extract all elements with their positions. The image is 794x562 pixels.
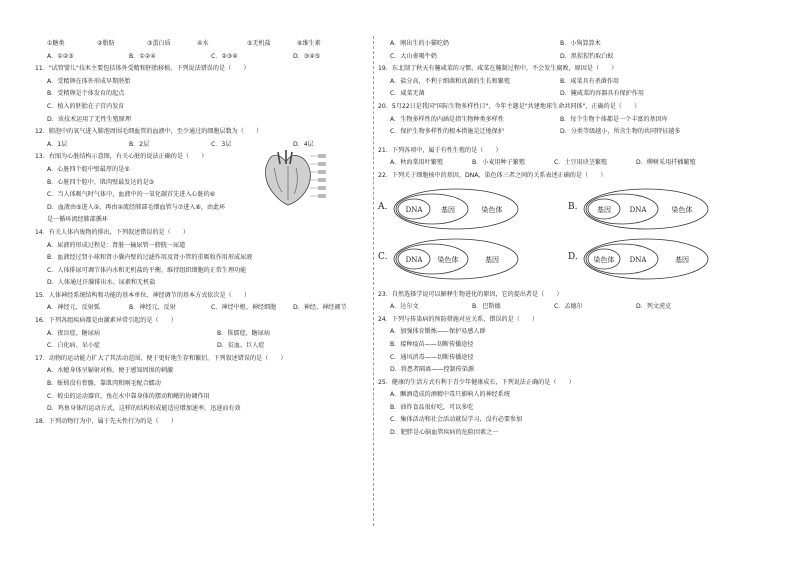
question-stem: 23．自然选择学说可以解释生物进化的原因，它的提出者是（ ） — [378, 290, 563, 298]
answer-option: C．蝗虫的运动器官，鱼在水中靠身体的摆动和鳍的协调作用 — [47, 392, 210, 400]
answer-option: B．心脏四个腔中，肌肉壁最发达的是③ — [47, 178, 155, 186]
answer-option: B．油炸食品很好吃，可以多吃 — [390, 403, 474, 411]
question-stem: 25．健康的生活方式有利于青少年健康成长，下列说法正确的是（ ） — [378, 378, 575, 386]
venn-letter-a: A. — [378, 201, 388, 212]
answer-option: B．2层 — [129, 140, 150, 148]
answer-option: A．1层 — [47, 140, 68, 148]
venn-label-mid: DNA — [629, 255, 647, 264]
venn-label-inner: DNA — [405, 205, 423, 214]
venn-letter-c: C. — [378, 251, 388, 262]
question-stem: 12．肺泡中的氧气进入肺泡周围毛细血管的血液中，至少通过的细胞层数为（ ） — [35, 128, 263, 136]
left-column — [35, 40, 380, 430]
question-stem: 13．右图为心脏结构示意图，有关心脏的说法正确的是（ ） — [35, 153, 208, 161]
answer-option: C．咸菜无菌 — [390, 90, 425, 98]
answer-option: A．①②③ — [47, 52, 74, 60]
answer-option: D．血液由⑤进入②，再由②流经肺部毛细血管与⑦进入⑧，由此环 — [47, 203, 226, 211]
venn-diagram-b — [582, 187, 710, 231]
question-stem: 19．东北制了秋天有腌咸菜的习惯，咸菜在腌制过程中，不会发生腐败，原因是（ ） — [378, 65, 618, 73]
answer-option-row — [378, 303, 723, 316]
answer-option: A．加强体育锻炼——保护易感人群 — [390, 328, 486, 336]
answer-option: D．黑猩猩钓取白蚁 — [560, 52, 614, 60]
venn-label-inner: 基因 — [597, 205, 611, 214]
venn-label-mid: DNA — [629, 205, 647, 214]
venn-row — [378, 235, 723, 285]
answer-option: D．肥胖是心脑血管疾病的危险因素之一 — [390, 429, 499, 437]
answer-option: C．植入的胚胎在子宫内发育 — [47, 102, 125, 110]
answer-option-row — [378, 128, 723, 141]
venn-label-inner: DNA — [405, 255, 423, 264]
answer-option: ④水 — [197, 40, 209, 47]
answer-option: B．巴斯德 — [472, 303, 501, 311]
answer-option: D．腌咸菜的容器具有保护作用 — [560, 90, 644, 98]
answer-option: C．通风消毒——切断传播途径 — [390, 353, 474, 361]
answer-option: 是一循环流经肺部循环 — [47, 216, 108, 224]
venn-option-d — [568, 235, 728, 285]
answer-option-row — [35, 330, 380, 343]
answer-option-row — [35, 40, 380, 53]
answer-option: C．孟德尔 — [554, 303, 583, 311]
answer-option: D．柳树采用扦插繁殖 — [636, 159, 696, 167]
answer-option-row — [35, 304, 380, 317]
answer-option: C．当人体吸气时气体中，血液中的一氧化碳首先进入心脏的⑥ — [47, 191, 216, 199]
answer-option: C．人体排尿可调节体内水和无机盐的平衡，维持组织细胞的正常生理功能 — [47, 266, 247, 274]
answer-option: A．盐分高，不利于细菌和真菌的生长和繁殖 — [390, 77, 510, 85]
venn-label-outer: 染色体 — [481, 205, 503, 214]
answer-option-row — [378, 53, 723, 66]
answer-option: D．列文虎克 — [636, 303, 672, 311]
answer-option: D．4层 — [293, 140, 314, 148]
answer-option: ①糖类 — [47, 40, 65, 47]
venn-label-outer: 基因 — [675, 255, 689, 264]
answer-option-row — [35, 53, 380, 66]
venn-letter-d: D. — [568, 251, 578, 262]
answer-option: C．土豆用块茎繁殖 — [554, 159, 608, 167]
answer-option: B．咸菜具有杀菌作用 — [560, 77, 620, 85]
answer-option: A．心脏四个腔中壁最厚的是⑤ — [47, 165, 130, 173]
answer-option: D．鸡鱼身体的运动方式，这样的结构形成能适应增加速率，迅速而有效 — [47, 405, 241, 413]
venn-option-c — [378, 235, 538, 285]
answer-option: A．秋海棠用叶繁殖 — [390, 159, 443, 167]
answer-option: ⑤无机盐 — [247, 40, 271, 47]
question-stem: 21．下列各项中，属于有性生殖的是（ ） — [378, 146, 502, 154]
answer-option: D．贫血、巨人症 — [217, 342, 265, 350]
venn-label-outer: 基因 — [485, 255, 499, 264]
venn-option-b — [568, 185, 728, 235]
answer-option: B．血液经过肾小球和肾小囊内壁的过滤作用及肾小管的重吸收作用形成尿液 — [47, 254, 253, 262]
answer-option-row — [378, 78, 723, 91]
answer-option: A．水螅身体呈辐射对称，便于感知周围的刺激 — [47, 367, 174, 375]
answer-option: B．每个生物个体都是一个丰富的基因库 — [560, 115, 668, 123]
question-stem: 18．下列动物行为中，属于先天性行为的是（ ） — [35, 417, 177, 425]
venn-label-mid: 基因 — [441, 205, 455, 214]
answer-option-row — [35, 342, 380, 355]
answer-option: ③蛋白质 — [147, 40, 171, 47]
answer-option: B．蚯蚓没有骨骼，靠肌肉和刚毛配合蠕动 — [47, 380, 161, 388]
answer-option: C．大山雀喝牛奶 — [390, 52, 437, 60]
answer-option: ⑥维生素 — [297, 40, 321, 47]
venn-label-inner: 染色体 — [593, 255, 615, 264]
answer-option: A．受精卵在体外形成早期胚胎 — [47, 77, 131, 85]
question-stem: 22．下列关于细胞核中的基因、DNA、染色体三者之间的关系表述正确的是（ ） — [378, 171, 607, 179]
heart-diagram — [258, 150, 330, 208]
venn-row — [378, 185, 723, 235]
answer-option: B．侏儒症、糖尿病 — [217, 329, 270, 337]
question-stem: 24．下列与传染病的预防措施对应关系，错误的是（ ） — [378, 315, 539, 323]
answer-option: C．神经中枢、神经细胞 — [211, 304, 277, 312]
answer-option: A．酗酒造成的酒精中毒只影响人的神经系统 — [390, 391, 510, 399]
venn-diagram-c — [392, 237, 520, 281]
question-stem: 16．下列各组疾病都是由激素异常引起的是（ ） — [35, 317, 177, 325]
right-column — [378, 40, 723, 442]
venn-option-a — [378, 185, 538, 235]
answer-option: D．③④⑤ — [293, 52, 321, 60]
answer-option: A．神经元、反射弧 — [47, 304, 100, 312]
answer-option: A．达尔文 — [390, 303, 419, 311]
answer-option: A．生物多样性的内涵是指生物种类多样性 — [390, 115, 504, 123]
question-stem: 11．"试管婴儿"技术主要包括体外受精和胚胎移植，下列说法错误的是（ ） — [35, 65, 250, 73]
answer-option: A．刚出生的小猫吃奶 — [390, 40, 450, 47]
answer-option: A．夜盲症、糖尿病 — [47, 329, 100, 337]
answer-option: B．受精卵是个体发育的起点 — [47, 90, 125, 98]
venn-letter-b: B. — [568, 201, 578, 212]
answer-option-row — [378, 40, 723, 53]
answer-option: B．接种疫苗——切断传播途径 — [390, 340, 474, 348]
answer-option: B．小狗算算术 — [560, 40, 601, 47]
answer-option: D．人体通过汗腺排出水、尿素和无机盐 — [47, 279, 156, 287]
answer-option: C．②③④ — [211, 52, 238, 60]
question-stem: 14．有关人体内废物的排出，下列叙述错误的是（ ） — [35, 228, 190, 236]
answer-option: B．神经元、反射 — [129, 304, 176, 312]
answer-option: D．神经、神经调节 — [293, 304, 347, 312]
answer-option: D．分类等级越小，所含生物的共同特征越多 — [560, 128, 681, 136]
venn-diagram-a — [392, 187, 520, 231]
answer-option: C．保护生物多样性的根本措施是迁地保护 — [390, 128, 504, 136]
answer-option-row — [378, 116, 723, 129]
venn-label-outer: 染色体 — [671, 205, 693, 214]
answer-option: B．小麦用种子繁殖 — [472, 159, 525, 167]
answer-option: C．3层 — [211, 140, 232, 148]
answer-option: A．尿液的形成过程是：肾脏一输尿管一膀胱一尿道 — [47, 241, 186, 249]
question-stem: 17．动物的运动能力扩大了其活动范围，便于更好地生存和繁衍。下列叙述错误的是（ ） — [35, 354, 287, 362]
venn-diagram-d — [582, 237, 710, 281]
answer-option-row — [378, 90, 723, 103]
answer-option: D．该技术运用了无性生殖原理 — [47, 115, 131, 123]
answer-option-row — [378, 159, 723, 172]
answer-option: B．①②④ — [129, 52, 156, 60]
answer-option: C．白化病、呆小症 — [47, 342, 101, 350]
answer-option: C．集体活动和社会活动就误学习，没有必要参加 — [390, 416, 523, 424]
venn-label-mid: 染色体 — [437, 255, 459, 264]
question-stem: 20．5月22日是我国"国际生物多样性日"，今年主题是"共建地球生命共同体"，正确的是（ ） — [378, 102, 641, 110]
question-stem: 15．人体神经系统结构和功能的基本单位、神经调节的基本方式依次是（ ） — [35, 291, 250, 299]
answer-option: ②脂肪 — [97, 40, 115, 47]
answer-option: D．将患者隔离——控制传染源 — [390, 366, 474, 374]
